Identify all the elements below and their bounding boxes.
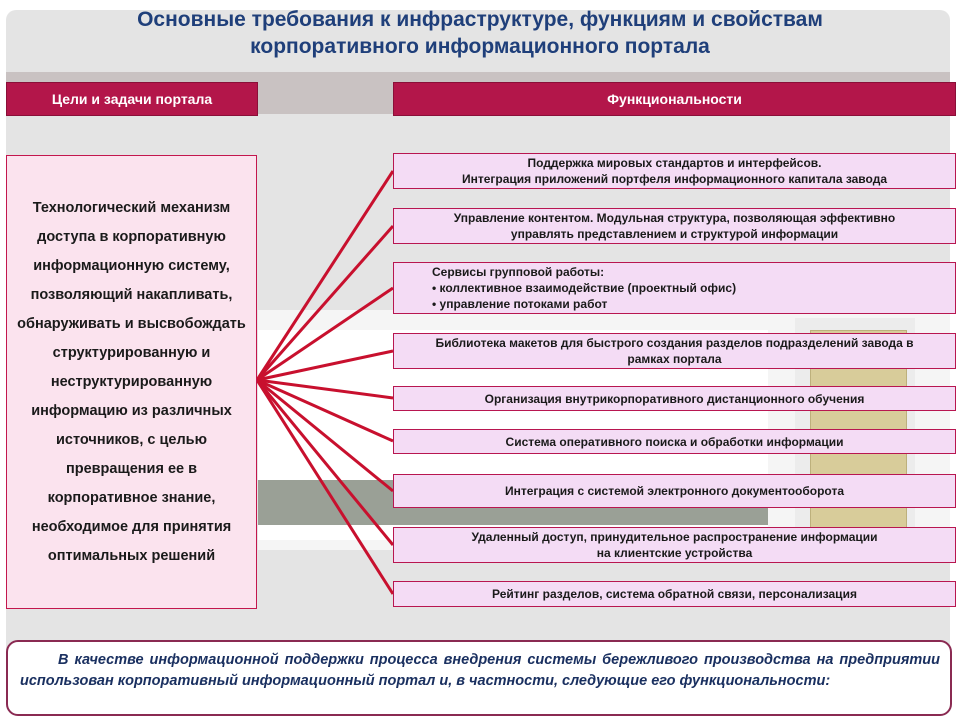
function-item-8 xyxy=(393,527,956,563)
function-line: Рейтинг разделов, система обратной связи, персонализация xyxy=(492,587,857,601)
function-item-6 xyxy=(393,429,956,454)
function-item-4 xyxy=(393,333,956,369)
bullet-text: управление потоками работ xyxy=(439,297,608,311)
header-goals: Цели и задачи портала xyxy=(6,82,258,116)
function-line: Управление контентом. Модульная структура, позволяющая эффективно xyxy=(453,211,896,225)
bottom-note-text: В качестве информационной поддержки процесса внедрения системы бережливого производства на предприятии использован корпоративный информационный портал и, в частности, следующие его функциональности: xyxy=(20,652,940,689)
function-item-7 xyxy=(393,474,956,508)
function-line: Интеграция с системой электронного документооборота xyxy=(504,484,845,498)
connector-1 xyxy=(257,171,393,380)
function-line: Система оперативного поиска и обработки информации xyxy=(505,434,844,449)
connector-8 xyxy=(257,380,393,545)
function-bullet: • управление потоками работ xyxy=(432,297,608,311)
bottom-note xyxy=(6,640,952,716)
function-line: Поддержка мировых стандартов и интерфейсов. xyxy=(527,156,822,170)
function-line: Организация внутрикорпоративного дистанционного обучения xyxy=(484,391,865,406)
title-line-2: корпоративного информационного портала xyxy=(250,35,710,58)
function-heading: Сервисы групповой работы: xyxy=(432,265,605,279)
goals-box xyxy=(6,155,257,609)
function-line: Интеграция приложений портфеля информационного капитала завода xyxy=(462,172,887,186)
function-item-3 xyxy=(393,262,956,314)
title-line-1: Основные требования к инфраструктуре, функциям и свойствам xyxy=(137,8,823,31)
function-line: Удаленный доступ, принудительное распространение информации xyxy=(471,530,878,544)
function-item-1 xyxy=(393,153,956,189)
function-item-5 xyxy=(393,386,956,411)
function-line: на клиентские устройства xyxy=(596,546,753,560)
function-line: управлять представлением и структурой информации xyxy=(510,227,839,241)
function-item-2 xyxy=(393,208,956,244)
function-item-9 xyxy=(393,581,956,607)
function-line: Библиотека макетов для быстрого создания разделов подразделений завода в xyxy=(435,336,914,350)
bullet-text: коллективное взаимодействие (проектный офис) xyxy=(439,281,737,295)
function-bullet: • коллективное взаимодействие (проектный офис) xyxy=(432,281,737,295)
function-line: рамках портала xyxy=(627,352,722,366)
goals-text: Технологический механизм доступа в корпоративную информационную систему, позволяющий накапливать, обнаруживать и высвобождать структурированную и неструктурированную информацию из различных источников, с целью превращения ее в корпоративное знание, необходимое для принятия оптимальных решений xyxy=(17,199,246,564)
header-functionalities: Функциональности xyxy=(393,82,956,116)
